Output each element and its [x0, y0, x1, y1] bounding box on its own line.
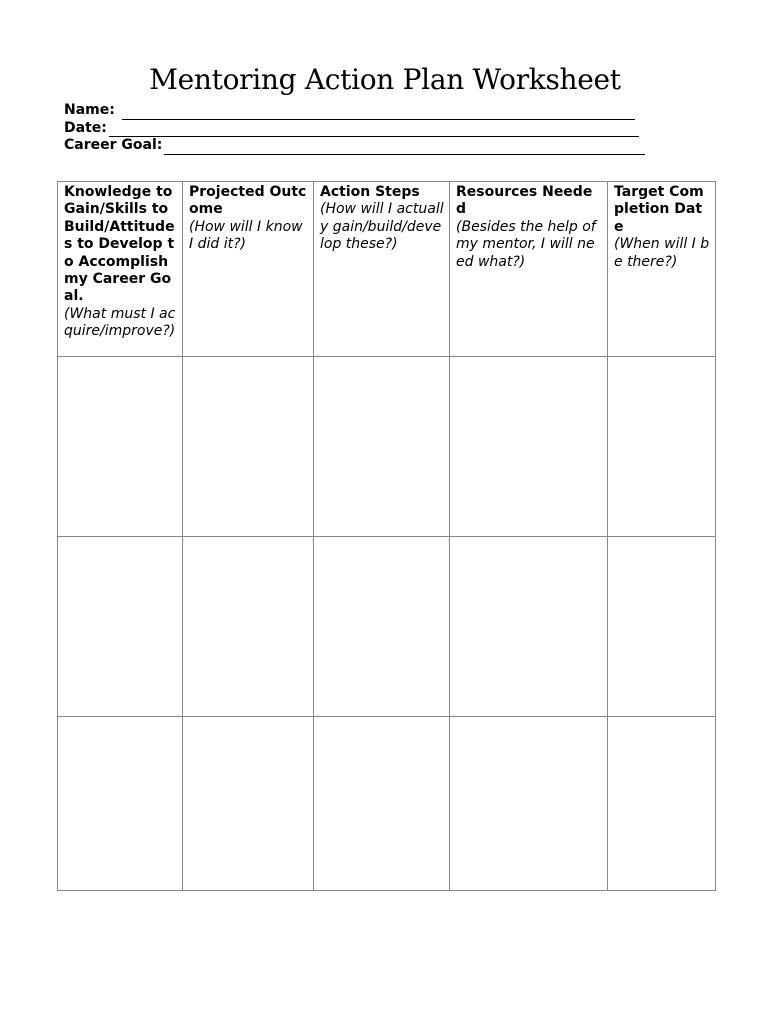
table-cell[interactable] — [608, 717, 716, 891]
column-header-outcome — [183, 182, 314, 357]
column-header-outcome-hint: (How will I know I did it?) — [189, 218, 303, 253]
table-cell[interactable] — [183, 357, 314, 537]
column-header-action-steps — [314, 182, 450, 357]
table-cell[interactable] — [183, 717, 314, 891]
date-field[interactable] — [109, 122, 639, 137]
column-header-resources-hint: (Besides the help of my mentor, I will need what?) — [456, 218, 596, 270]
column-header-action-steps-title: Action Steps — [320, 184, 420, 200]
table-cell[interactable] — [314, 537, 450, 717]
date-label: Date: — [64, 119, 107, 136]
column-header-resources — [450, 182, 608, 357]
table-cell[interactable] — [450, 537, 608, 717]
page-title: Mentoring Action Plan Worksheet — [149, 63, 621, 96]
table-header-row — [58, 182, 716, 357]
column-header-knowledge — [58, 182, 183, 357]
column-header-action-steps-hint: (How will I actually gain/build/develop these?) — [320, 201, 444, 253]
name-label: Name: — [64, 102, 120, 118]
table-row — [58, 717, 716, 891]
column-header-target-date-title: Target Completion Date — [614, 184, 704, 235]
name-field-row — [64, 102, 645, 120]
table-cell[interactable] — [314, 357, 450, 537]
table-cell[interactable] — [608, 537, 716, 717]
table-cell[interactable] — [450, 357, 608, 537]
table-cell[interactable] — [58, 357, 183, 537]
action-plan-table — [57, 181, 716, 891]
column-header-knowledge-hint: (What must I acquire/improve?) — [64, 305, 176, 340]
table-cell[interactable] — [58, 717, 183, 891]
career-goal-field[interactable] — [164, 140, 645, 155]
name-field[interactable] — [122, 105, 635, 120]
column-header-knowledge-title: Knowledge to Gain/Skills to Build/Attitudes to Develop to Accomplish my Career Goal. — [64, 184, 175, 305]
career-goal-field-row — [64, 137, 645, 155]
table-cell[interactable] — [608, 357, 716, 537]
table-row — [58, 357, 716, 537]
date-field-row — [64, 120, 645, 138]
table-cell[interactable] — [183, 537, 314, 717]
career-goal-label: Career Goal: — [64, 137, 163, 153]
table-cell[interactable] — [314, 717, 450, 891]
table-cell[interactable] — [58, 537, 183, 717]
column-header-outcome-title: Projected Outcome — [189, 184, 307, 218]
header-fields — [64, 102, 645, 155]
column-header-resources-title: Resources Needed — [456, 184, 593, 218]
table-row — [58, 537, 716, 717]
column-header-target-date — [608, 182, 716, 357]
column-header-target-date-hint: (When will I be there?) — [614, 236, 710, 270]
table-cell[interactable] — [450, 717, 608, 891]
